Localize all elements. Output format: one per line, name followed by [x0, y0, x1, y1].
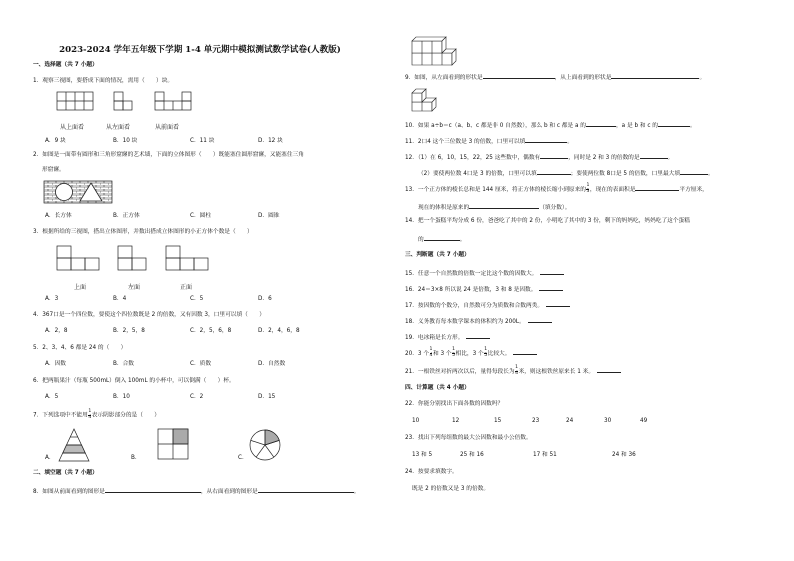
q14-text-c: 。: [459, 237, 466, 243]
q24-sub-question: 既是 2 的倍数又是 3 的倍数。: [412, 486, 490, 492]
q23-pair-2: 25 和 16: [460, 452, 484, 458]
q23-pair-3: 17 和 51: [533, 452, 557, 458]
q20-text-b: 和 3 个: [432, 351, 452, 357]
q10-text-a: 10．如果 a÷b＝c（a、b、c 都是非 0 自然数），那么 b 和 c 都是 a 的: [405, 123, 586, 129]
question-6-text: 6．把两瓶果汁（每瓶 500mL）倒入 100mL 的小杯中，可以倒满（ ）杯。: [33, 378, 235, 384]
q22-number-6: 30: [604, 418, 612, 424]
question-23-text: 23．找出下列每组数的最大公因数和最小公倍数。: [405, 435, 532, 441]
q3-option-d[interactable]: D．6: [258, 296, 272, 302]
question-14-text: 14．把一个蛋糕平均分成 6 份，爸爸吃了其中的 2 份，小明吃了其中的 3 份，剩下的妈妈吃，妈妈吃了这个蛋糕: [405, 218, 690, 224]
section-heading-calc: 四、计算题（共 4 小题）: [405, 385, 470, 391]
q3-view-label-top: 上面: [74, 284, 87, 291]
q2-option-d[interactable]: D．圆锥: [258, 213, 280, 219]
q12-answer-blank-1[interactable]: [540, 152, 568, 159]
q4-option-a[interactable]: A．2，8: [45, 328, 68, 334]
q20-fraction-2-denominator: 5: [452, 353, 456, 358]
q1-top-view-figure: [57, 92, 97, 114]
q6-option-c[interactable]: C．2: [190, 394, 204, 400]
q5-option-b[interactable]: B．合数: [113, 361, 134, 367]
q20-fraction-1-denominator: 4: [429, 353, 433, 358]
q22-number-3: 15: [494, 418, 502, 424]
q10-answer-blank-2[interactable]: [658, 120, 690, 127]
q22-number-4: 23: [532, 418, 540, 424]
q13-fraction-numerator: 1: [586, 183, 590, 189]
q17-text: 17．按因数的个数分，自然数可分为质数和合数两类。: [405, 303, 544, 309]
q14-answer-blank[interactable]: [424, 234, 460, 241]
q3-option-c[interactable]: C．5: [190, 296, 204, 302]
section-heading-judge: 三、判断题（共 7 小题）: [405, 252, 470, 258]
q3-view-label-front: 正面: [180, 284, 193, 291]
q8-text-c: 。: [353, 489, 360, 495]
q6-option-a[interactable]: A．5: [45, 394, 59, 400]
question-8-text: [33, 486, 359, 496]
q20-answer-blank[interactable]: [513, 348, 537, 355]
q22-number-2: 12: [452, 418, 460, 424]
q7-text-b: 表示阴影部分的是（ ）: [91, 412, 160, 419]
q3-top-view-figure: [57, 246, 107, 276]
section-heading-fill: 二、填空题（共 7 小题）: [33, 470, 98, 476]
question-18-text: [405, 316, 552, 326]
q23-pair-1: 13 和 5: [412, 452, 433, 458]
q21-fraction-numerator: 1: [515, 365, 519, 371]
q3-option-b[interactable]: B．4: [113, 296, 127, 302]
q8-text-a: 8．如图从前面看到的图形是: [33, 489, 105, 495]
question-13-text-part2: [418, 202, 570, 212]
question-24-text: 24．按要求填数字。: [405, 469, 458, 475]
question-14-text-part2: [418, 234, 465, 244]
q23-pair-4: 24 和 36: [612, 452, 636, 458]
q20-fraction-3-denominator: 5: [484, 353, 488, 358]
question-21-text: [405, 366, 621, 377]
q7-option-a-triangle-figure: [57, 427, 93, 463]
q7-option-a[interactable]: A．: [45, 455, 55, 461]
question-13-text: [405, 184, 708, 195]
q21-fraction-denominator: 4: [515, 371, 519, 376]
question-9-text: [405, 72, 705, 82]
q20-text-c: 相比，3 个: [455, 351, 484, 357]
q9-answer-blank-2[interactable]: [611, 72, 699, 79]
q5-option-c[interactable]: C．质数: [190, 361, 212, 367]
q8-answer-blank-2[interactable]: [258, 486, 354, 493]
q13-fraction-denominator: 3: [586, 189, 590, 194]
q9-text-a: 9．如图，从左面看到的形状是: [405, 75, 483, 81]
q13-text-b: ，现在的表面积是: [589, 187, 636, 193]
q17-answer-blank[interactable]: [546, 300, 570, 307]
q11-text-a: 11．2口4 这个三位数是 3 的倍数，口里可以填: [405, 139, 526, 145]
q9-cube-stack-figure: [412, 90, 446, 114]
question-2-text-cont: 形窟窿。: [42, 167, 65, 173]
q7-fraction-denominator: 4: [88, 414, 92, 420]
q1-left-view-figure: [114, 92, 138, 114]
q21-answer-blank[interactable]: [597, 366, 621, 373]
q15-answer-blank[interactable]: [540, 268, 564, 275]
q4-option-b[interactable]: B．2，5，8: [113, 328, 145, 334]
q12-text-d: （2）要使两位数 4口是 3 的倍数，口里可以填: [418, 171, 537, 177]
q21-text-a: 21．一根铁丝对折两次以后，量得每段长为: [405, 369, 515, 375]
q4-option-d[interactable]: D．2，4，6，8: [258, 328, 300, 334]
q12-text-e: ；要使两位数 8口是 5 的倍数，口里最大填: [570, 171, 681, 177]
q3-front-view-figure: [166, 246, 216, 276]
q5-option-a[interactable]: A．因数: [45, 361, 66, 367]
q12-text-f: 。: [708, 171, 714, 177]
question-22-text: 22．你能分别找出下面各数的因数吗？: [405, 401, 504, 407]
question-11-text: [405, 136, 573, 146]
q15-text: 15．任意一个自然数的倍数一定比这个数的因数大。: [405, 271, 538, 277]
q7-fraction-numerator: 1: [88, 409, 92, 414]
q10-text-b: ，a 是 b 和 c 的: [615, 123, 658, 129]
q2-option-a[interactable]: A．长方体: [45, 213, 72, 219]
q7-option-c-circle-figure: [249, 429, 283, 463]
q1-view-label-front: 从前面看: [155, 124, 180, 131]
q3-option-a[interactable]: A．3: [45, 296, 59, 302]
q19-text: 19．电冰箱是长方形。: [405, 335, 464, 341]
q1-option-b[interactable]: B．10 块: [113, 138, 138, 144]
question-15-text: [405, 268, 564, 278]
question-19-text: [405, 332, 490, 342]
q1-option-c[interactable]: C．11 块: [190, 138, 215, 144]
q8-cube-stack-figure: [412, 39, 468, 69]
question-7-text: [33, 410, 160, 420]
q7-option-b[interactable]: B．: [131, 455, 141, 461]
question-2-text: 2．如图是一面带有圆形和三角形窟窿的艺术墙，下面的立体图形（ ）既能塞住圆形窟窿，又能塞住三角: [33, 152, 304, 158]
question-20-text: [405, 348, 537, 359]
q13-text-a: 13．一个正方体的棱长总和是 144 厘米，将正方体的棱长缩小到原来的: [405, 187, 586, 193]
q12-answer-blank-4[interactable]: [680, 168, 708, 175]
q1-view-label-top: 从上面看: [60, 124, 85, 131]
q22-number-5: 24: [566, 418, 574, 424]
q6-option-d[interactable]: D．15: [258, 394, 276, 400]
q10-text-c: 。: [689, 123, 696, 129]
q20-fraction-3-numerator: 1: [484, 347, 488, 353]
q12-text-b: ，同时是 2 和 3 的倍数的是: [568, 155, 640, 161]
question-17-text: [405, 300, 570, 310]
q6-option-b[interactable]: B．10: [113, 394, 130, 400]
q13-answer-blank-2[interactable]: [469, 202, 539, 209]
q3-view-label-left: 左面: [128, 284, 141, 291]
q5-option-d[interactable]: D．自然数: [258, 361, 286, 367]
q8-answer-blank-1[interactable]: [105, 486, 201, 493]
q1-option-a[interactable]: A．9 块: [45, 138, 66, 144]
question-3-text: 3．根据所给的三视图，搭出立体图形，并数出搭成立体图形的小正方体个数是（ ）: [33, 229, 253, 235]
q20-fraction-1-numerator: 1: [429, 347, 433, 353]
q13-text-e: （填分数）。: [539, 205, 571, 211]
q19-answer-blank[interactable]: [466, 332, 490, 339]
q16-answer-blank[interactable]: [539, 284, 563, 291]
question-10-text: [405, 120, 696, 130]
q12-text-a: 12．（1）在 6，10，15，22，25 这些数中，偶数有: [405, 155, 541, 161]
q2-option-b[interactable]: B．正方体: [113, 213, 140, 219]
question-12-text-part2: [418, 168, 714, 178]
q20-text-a: 20．3 个: [405, 351, 430, 357]
q13-answer-blank-1[interactable]: [635, 184, 679, 191]
q4-option-c[interactable]: C．2，5，6，8: [190, 328, 232, 334]
q1-option-d[interactable]: D．12 块: [258, 138, 283, 144]
question-16-text: [405, 284, 563, 294]
q11-text-b: 。: [567, 139, 573, 145]
q3-left-view-figure: [118, 246, 150, 276]
q12-answer-blank-2[interactable]: [640, 152, 668, 159]
q9-text-b: ，从上面看到的形状是: [554, 75, 612, 81]
question-5-text: 5．2、3、4、6 都是 24 的（ ）: [33, 345, 127, 351]
q14-text-b: 的: [418, 237, 424, 243]
question-4-text: 4．367口是一个四位数，要使这个四位数既是 2 的倍数，又有因数 3，口里可以填（ ）: [33, 312, 265, 318]
q22-number-7: 49: [640, 418, 648, 424]
q8-text-b: ，从右面看到的图形是: [200, 489, 258, 495]
q12-answer-blank-3[interactable]: [537, 168, 571, 175]
q16-text: 16．24＝3×8 所以说 24 是倍数，3 和 8 是因数。: [405, 287, 537, 293]
q22-number-1: 10: [412, 418, 420, 424]
q21-text-b: 米，则这根铁丝原来长 1 米。: [518, 369, 595, 375]
page-title: 2023-2024 学年五年级下学期 1-4 单元期中模拟测试数学试卷(人教版): [59, 45, 341, 55]
q7-option-c[interactable]: C．: [238, 455, 248, 461]
q2-option-c[interactable]: C．圆柱: [190, 213, 212, 219]
q18-answer-blank[interactable]: [528, 316, 552, 323]
q2-art-wall-figure: [44, 181, 114, 205]
question-1-text: 1．观察三视图，要搭成下面的情况，需用（ ）块。: [33, 78, 174, 84]
q7-option-b-square-figure: [158, 429, 190, 461]
q18-text: 18．义务教育每本数学课本的体积约为 200L。: [405, 319, 525, 325]
q1-view-label-left: 从左面看: [106, 124, 131, 131]
q20-text-d: 比较大。: [487, 351, 511, 357]
q9-text-c: 。: [699, 75, 706, 81]
q10-answer-blank-1[interactable]: [586, 120, 616, 127]
q9-answer-blank-1[interactable]: [483, 72, 555, 79]
q11-answer-blank[interactable]: [525, 136, 567, 143]
q13-text-d: 现在的体积是原来的: [418, 205, 470, 211]
question-12-text: [405, 152, 673, 162]
q20-fraction-2-numerator: 1: [452, 347, 456, 353]
q7-text-a: 7．下列选项中不能用: [33, 412, 88, 419]
q13-text-c: 平方厘米，: [679, 187, 708, 193]
q1-front-view-figure: [155, 92, 195, 114]
q12-text-c: 。: [667, 155, 674, 161]
section-heading-choice: 一、选择题（共 7 小题）: [33, 62, 98, 68]
